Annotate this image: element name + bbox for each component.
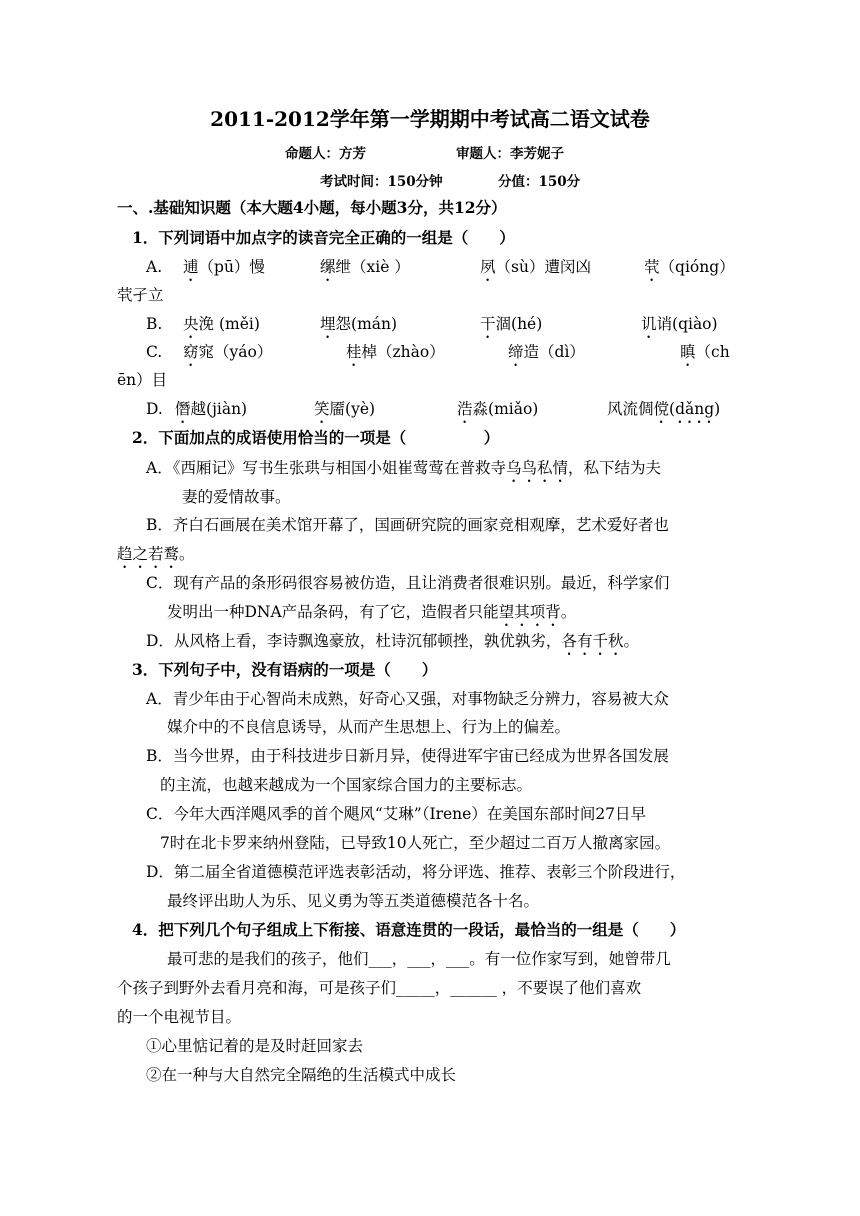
q4-sentence-1: ①心里惦记着的是及时赶回家去	[146, 1037, 364, 1055]
score-label: 分值：150分	[498, 174, 581, 190]
q1-option-d-label: D.	[146, 400, 163, 418]
q2-option-c-line1: C．现有产品的条形码很容易被仿造，且让消费者很难识别。最近，科学家们	[146, 574, 670, 592]
q1-option-b-item1: 央浼 (měi)	[183, 315, 260, 333]
q3-option-a-line2: 媒介中的不良信息诱导，从而产生思想上、行为上的偏差。	[167, 718, 571, 736]
q3-option-d-line2: 最终评出助人为乐、见义勇为等五类道德模范各十名。	[167, 892, 540, 910]
q4-paragraph-line3: 的一个电视节目。	[117, 1008, 242, 1026]
author-label: 命题人：方芳	[285, 146, 366, 162]
q1-option-a-item3: 夙（sù）遭闵凶	[480, 258, 591, 276]
q1-option-d-item1: 僭越(jiàn)	[175, 400, 248, 418]
q2-stem: 2．下面加点的成语使用恰当的一项是（ ）	[132, 428, 500, 447]
q1-option-b-item3: 干涸(hé)	[480, 315, 543, 333]
q3-option-c-line1: C．今年大西洋飓风季的首个飓风“艾琳”（Irene）在美国东部时间27日早	[146, 805, 647, 823]
page-title: 2011-2012学年第一学期期中考试高二语文试卷	[210, 107, 650, 131]
q1-option-d-item2: 笑靥(yè)	[314, 400, 376, 418]
q1-option-d-item4: 风流倜傥(dǎng)	[607, 400, 721, 418]
q1-option-c-item4: 瞋（ch	[680, 343, 730, 361]
q1-option-c-item3: 缔造（dì）	[508, 343, 585, 361]
q4-sentence-2: ②在一种与大自然完全隔绝的生活模式中成长	[146, 1066, 457, 1084]
q2-option-a-line1: A．《西厢记》写书生张珙与相国小姐崔莺莺在普救寺乌鸟私情，私下结为夫	[146, 459, 661, 477]
q2-option-a-line2: 妻的爱情故事。	[182, 488, 291, 506]
q1-option-a-label: A.	[146, 258, 163, 276]
q4-paragraph-line2: 个孩子到野外去看月亮和海，可是孩子们_____，______ ，不要误了他们喜欢	[117, 979, 642, 997]
section-heading: 一、.基础知识题（本大题4小题，每小题3分，共12分）	[117, 198, 507, 217]
q1-option-a-item1: 逋（pū）慢	[183, 258, 265, 276]
q1-option-a-item2: 缧绁（xiè ）	[320, 258, 410, 276]
q3-stem: 3．下列句子中，没有语病的一项是（ ）	[132, 660, 438, 679]
q4-stem: 4．把下列几个句子组成上下衔接、语意连贯的一段话，最恰当的一组是（ ）	[132, 920, 686, 939]
q2-option-c-line2: 发明出一种DNA产品条码，有了它，造假者只能望其项背。	[167, 603, 577, 621]
q2-option-b-line1: B．齐白石画展在美术馆开幕了，国画研究院的画家竞相观摩，艺术爱好者也	[146, 516, 669, 534]
q1-option-a-item4: 茕（qióng）	[644, 258, 735, 276]
q1-stem: 1．下列词语中加点字的读音完全正确的一组是（ ）	[132, 228, 515, 247]
q4-paragraph-line1: 最可悲的是我们的孩子，他们___，___，___。有一位作家写到，她曾带几	[167, 950, 671, 968]
exam-time-label: 考试时间：150分钟	[320, 174, 443, 190]
q2-option-b-line2: 趋之若鹜。	[117, 545, 195, 563]
q1-option-c-item2: 桂棹（zhào）	[346, 343, 445, 361]
q1-option-c-continued: ēn）目	[117, 371, 168, 389]
reviewer-label: 审题人：李芳妮子	[456, 146, 564, 162]
q1-option-d-item3: 浩淼(miǎo)	[457, 400, 539, 418]
q1-option-b-item4: 讥诮(qiào)	[641, 315, 718, 333]
q3-option-d-line1: D．第二届全省道德模范评选表彰活动，将分评选、推荐、表彰三个阶段进行，	[146, 863, 686, 881]
q3-option-a-line1: A．青少年由于心智尚未成熟，好奇心又强，对事物缺乏分辨力，容易被大众	[146, 690, 669, 708]
q1-option-b-item2: 埋怨(mán)	[320, 315, 398, 333]
q2-option-d-line1: D．从风格上看，李诗飘逸豪放，杜诗沉郁顿挫，孰优孰劣，各有千秋。	[146, 632, 639, 650]
q3-option-c-line2: 7时在北卡罗来纳州登陆，已导致10人死亡，至少超过二百万人撤离家园。	[160, 834, 671, 852]
q1-option-c-label: C.	[146, 343, 163, 361]
q3-option-b-line2: 的主流，也越来越成为一个国家综合国力的主要标志。	[160, 776, 533, 794]
q1-option-c-item1: 窈窕（yáo）	[183, 343, 273, 361]
q1-option-b-label: B.	[146, 315, 163, 333]
q1-option-a-continued: 茕孑立	[117, 286, 164, 304]
q3-option-b-line1: B．当今世界，由于科技进步日新月异，使得进军宇宙已经成为世界各国发展	[146, 747, 669, 765]
